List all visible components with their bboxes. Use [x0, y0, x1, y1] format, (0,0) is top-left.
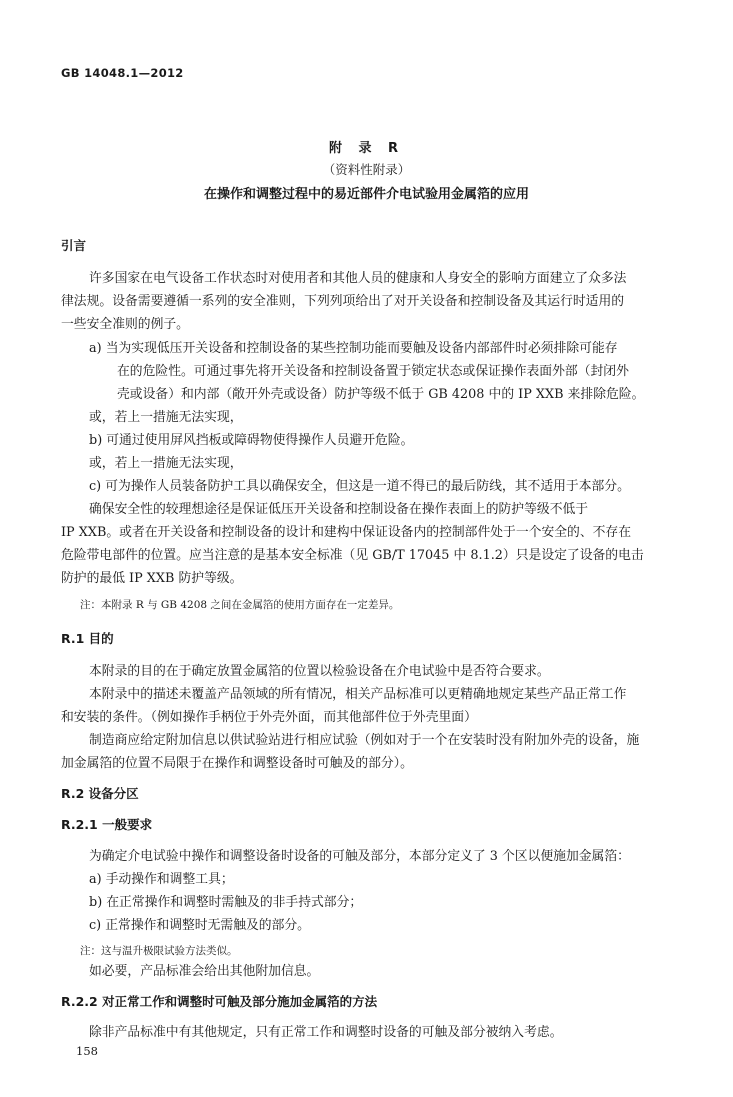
intro-line: 或，若上一措施无法实现，	[89, 410, 243, 425]
page-number: 158	[76, 1044, 98, 1058]
list-item-a-cont: 壳或设备）和内部（敞开外壳或设备）防护等级不低于 GB 4208 中的 IP XXB 来排除危险。	[117, 387, 645, 402]
r21-note: 注：这与温升极限试验方法类似。	[80, 945, 238, 957]
r2-heading: R.2 设备分区	[61, 786, 139, 801]
list-item-c: c) 可为操作人员装备防护工具以确保安全，但这是一道不得已的最后防线，其不适用于本部分。	[89, 479, 630, 494]
r1-line: 制造商应给定附加信息以供试验站进行相应试验（例如对于一个在安装时没有附加外壳的设备，施	[89, 733, 640, 748]
intro-line: 防护的最低 IP XXB 防护等级。	[61, 571, 243, 586]
r1-heading: R.1 目的	[61, 631, 114, 646]
intro-line: IP XXB。或者在开关设备和控制设备的设计和建构中保证设备内的控制部件处于一个安全的、不存在	[61, 525, 632, 540]
standard-number: GB 14048.1—2012	[61, 66, 184, 80]
r1-line: 加金属箔的位置不局限于在操作和调整设备时可触及的部分）。	[61, 756, 413, 771]
list-item-a-cont: 在的危险性。可通过事先将开关设备和控制设备置于锁定状态或保证操作表面外部（封闭外	[117, 364, 629, 379]
intro-line: 或，若上一措施无法实现，	[89, 456, 243, 471]
intro-line: 许多国家在电气设备工作状态时对使用者和其他人员的健康和人身安全的影响方面建立了众多法	[89, 271, 627, 286]
r1-line: 本附录中的描述未覆盖产品领域的所有情况，相关产品标准可以更精确地规定某些产品正常工作	[89, 687, 627, 702]
intro-line: 确保安全性的较理想途径是保证低压开关设备和控制设备在操作表面上的防护等级不低于	[89, 502, 589, 517]
r21-line: 为确定介电试验中操作和调整设备时设备的可触及部分，本部分定义了 3 个区以便施加金属箔：	[89, 849, 630, 864]
list-item-b: b) 在正常操作和调整时需触及的非手持式部分；	[89, 895, 363, 910]
r22-heading: R.2.2 对正常工作和调整时可触及部分施加金属箔的方法	[61, 994, 378, 1009]
list-item-a: a) 手动操作和调整工具；	[89, 872, 234, 887]
list-item-b: b) 可通过使用屏风挡板或障碍物使得操作人员避开危险。	[89, 433, 414, 448]
r22-line: 除非产品标准中有其他规定，只有正常工作和调整时设备的可触及部分被纳入考虑。	[89, 1025, 563, 1040]
r21-after-note: 如必要，产品标准会给出其他附加信息。	[89, 964, 320, 979]
r21-heading: R.2.1 一般要求	[61, 817, 153, 832]
intro-line: 一些安全准则的例子。	[61, 317, 189, 332]
annex-label: 附 录 R	[328, 141, 405, 156]
intro-line: 危险带电部件的位置。应当注意的是基本安全标准（见 GB/T 17045 中 8.1.2）只是设定了设备的电击	[61, 548, 644, 563]
intro-note: 注：本附录 R 与 GB 4208 之间在金属箔的使用方面存在一定差异。	[80, 599, 400, 611]
intro-heading: 引言	[61, 238, 87, 253]
list-item-c: c) 正常操作和调整时无需触及的部分。	[89, 918, 310, 933]
list-item-a: a) 当为实现低压开关设备和控制设备的某些控制功能而要触及设备内部部件时必须排除可能存	[89, 341, 618, 356]
annex-title: 在操作和调整过程中的易近部件介电试验用金属箔的应用	[203, 187, 529, 202]
r1-line: 本附录的目的在于确定放置金属箔的位置以检验设备在介电试验中是否符合要求。	[89, 664, 550, 679]
intro-line: 律法规。设备需要遵循一系列的安全准则，下列列项给出了对开关设备和控制设备及其运行时适用的	[61, 294, 625, 309]
r1-line: 和安装的条件。（例如操作手柄位于外壳外面，而其他部件位于外壳里面）	[61, 710, 477, 725]
annex-type: （资料性附录）	[322, 162, 411, 177]
